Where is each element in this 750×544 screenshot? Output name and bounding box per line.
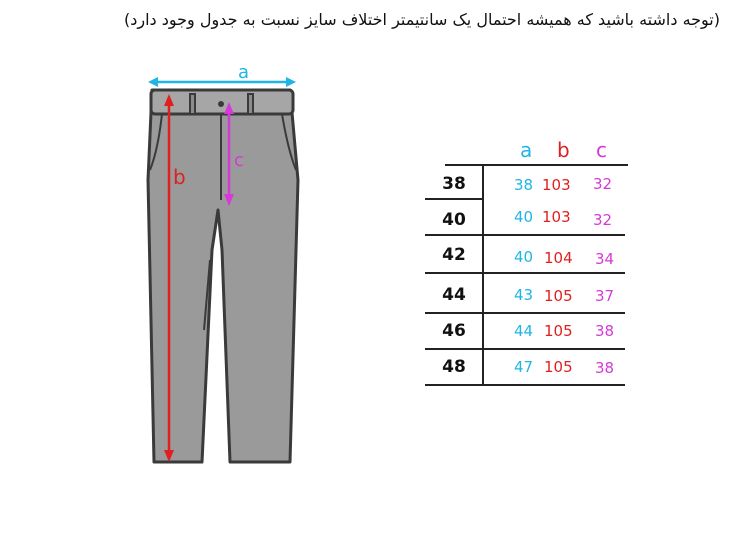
b-value-cell: 105: [544, 358, 573, 376]
size-table: [425, 138, 630, 388]
b-value-cell: 103: [542, 176, 571, 194]
b-value-cell: 105: [544, 287, 573, 305]
table-bottom-rule: [425, 384, 625, 386]
b-value-cell: 104: [544, 249, 573, 267]
row-rule: [425, 272, 625, 274]
c-label: c: [234, 150, 244, 171]
size-disclaimer-note: (توجه داشته باشید که همیشه احتمال یک سانتیمتر اختلاف سایز نسبت به جدول وجود دارد): [124, 10, 720, 29]
size-cell: 46: [442, 321, 466, 341]
c-value-cell: 38: [595, 322, 615, 340]
column-header-c: c: [596, 138, 607, 162]
c-value-cell: 32: [593, 211, 613, 229]
a-value-cell: 38: [514, 176, 534, 194]
b-label: b: [173, 165, 186, 189]
pants-outline: [148, 90, 298, 462]
c-value-cell: 37: [595, 287, 615, 305]
a-arrow-head-left: [148, 77, 158, 87]
a-label: a: [238, 62, 250, 83]
pants-measurement-diagram: [140, 60, 310, 470]
c-value-cell: 38: [595, 359, 615, 377]
c-value-cell: 34: [595, 250, 615, 268]
size-cell: 48: [442, 357, 466, 377]
row-rule: [425, 198, 482, 200]
a-value-cell: 40: [514, 208, 534, 226]
header-rule: [445, 164, 628, 166]
a-value-cell: 47: [514, 358, 534, 376]
b-value-cell: 105: [544, 322, 573, 340]
column-divider: [482, 164, 484, 386]
size-cell: 40: [442, 210, 466, 230]
a-value-cell: 43: [514, 286, 534, 304]
column-header-a: a: [520, 138, 533, 162]
size-cell: 44: [442, 285, 466, 305]
row-rule: [425, 348, 625, 350]
a-value-cell: 40: [514, 248, 534, 266]
a-value-cell: 44: [514, 322, 534, 340]
belt-loop: [190, 94, 195, 114]
row-rule: [425, 312, 625, 314]
size-cell: 42: [442, 245, 466, 265]
c-value-cell: 32: [593, 175, 613, 193]
row-rule: [425, 234, 625, 236]
b-value-cell: 103: [542, 208, 571, 226]
belt-loop: [248, 94, 253, 114]
column-header-b: b: [557, 138, 570, 162]
size-cell: 38: [442, 174, 466, 194]
waist-button: [218, 101, 224, 107]
a-arrow-head-right: [286, 77, 296, 87]
